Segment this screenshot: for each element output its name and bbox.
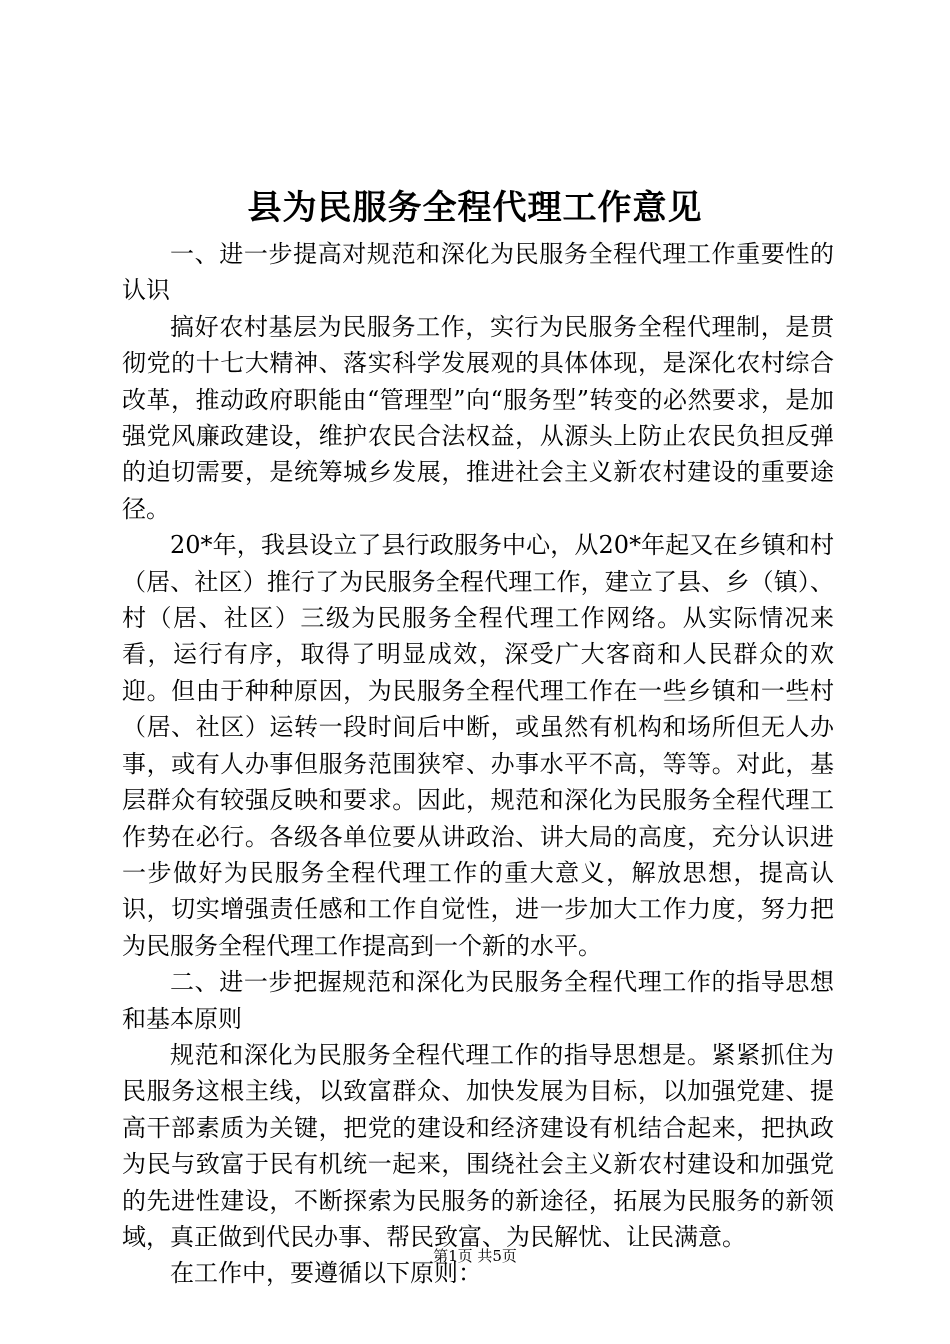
body-paragraph: 20*年，我县设立了县行政服务中心，从20*年起又在乡镇和村（居、社区）推行了为民服务全程代理工作，建立了县、乡（镇）、村（居、社区）三级为民服务全程代理工作网络。从实际情况来看，运行有序，取得了明显成效，深受广大客商和人民群众的欢迎。但由于种种原因，为民服务全程代理工作在一些乡镇和一些村（居、社区）运转一段时间后中断，或虽然有机构和场所但无人办事，或有人办事但服务范围狭窄、办事水平不高，等等。对此，基层群众有较强反映和要求。因此，规范和深化为民服务全程代理工作势在必行。各级各单位要从讲政治、讲大局的高度，充分认识进一步做好为民服务全程代理工作的重大意义，解放思想，提高认识，切实增强责任感和工作自觉性，进一步加大工作力度，努力把为民服务全程代理工作提高到一个新的水平。 — [122, 531, 834, 960]
document-title: 县为民服务全程代理工作意见 — [247, 188, 703, 228]
section-heading-1: 一、进一步提高对规范和深化为民服务全程代理工作重要性的认识 — [122, 240, 834, 305]
document-body — [122, 236, 834, 1292]
body-paragraph: 在工作中，要遵循以下原则： — [170, 1259, 482, 1288]
body-paragraph: 搞好农村基层为民服务工作，实行为民服务全程代理制，是贯彻党的十七大精神、落实科学发展观的具体体现，是深化农村综合改革，推动政府职能由“管理型”向“服务型”转变的必然要求，是加强党风廉政建设，维护农民合法权益，从源头上防止农民负担反弹的迫切需要，是统筹城乡发展，推进社会主义新农村建设的重要途径。 — [122, 312, 834, 523]
body-paragraph: 规范和深化为民服务全程代理工作的指导思想是。紧紧抓住为民服务这根主线，以致富群众、加快发展为目标，以加强党建、提高干部素质为关键，把党的建设和经济建设有机结合起来，把执政为民与致富于民有机统一起来，围绕社会主义新农村建设和加强党的先进性建设，不断探索为民服务的新途径，拓展为民服务的新领域，真正做到代民办事、帮民致富、为民解忧、让民满意。 — [122, 1040, 834, 1251]
section-heading-2: 二、进一步把握规范和深化为民服务全程代理工作的指导思想和基本原则 — [122, 968, 834, 1033]
page-footer: 第1页 共5页 — [433, 1247, 517, 1265]
